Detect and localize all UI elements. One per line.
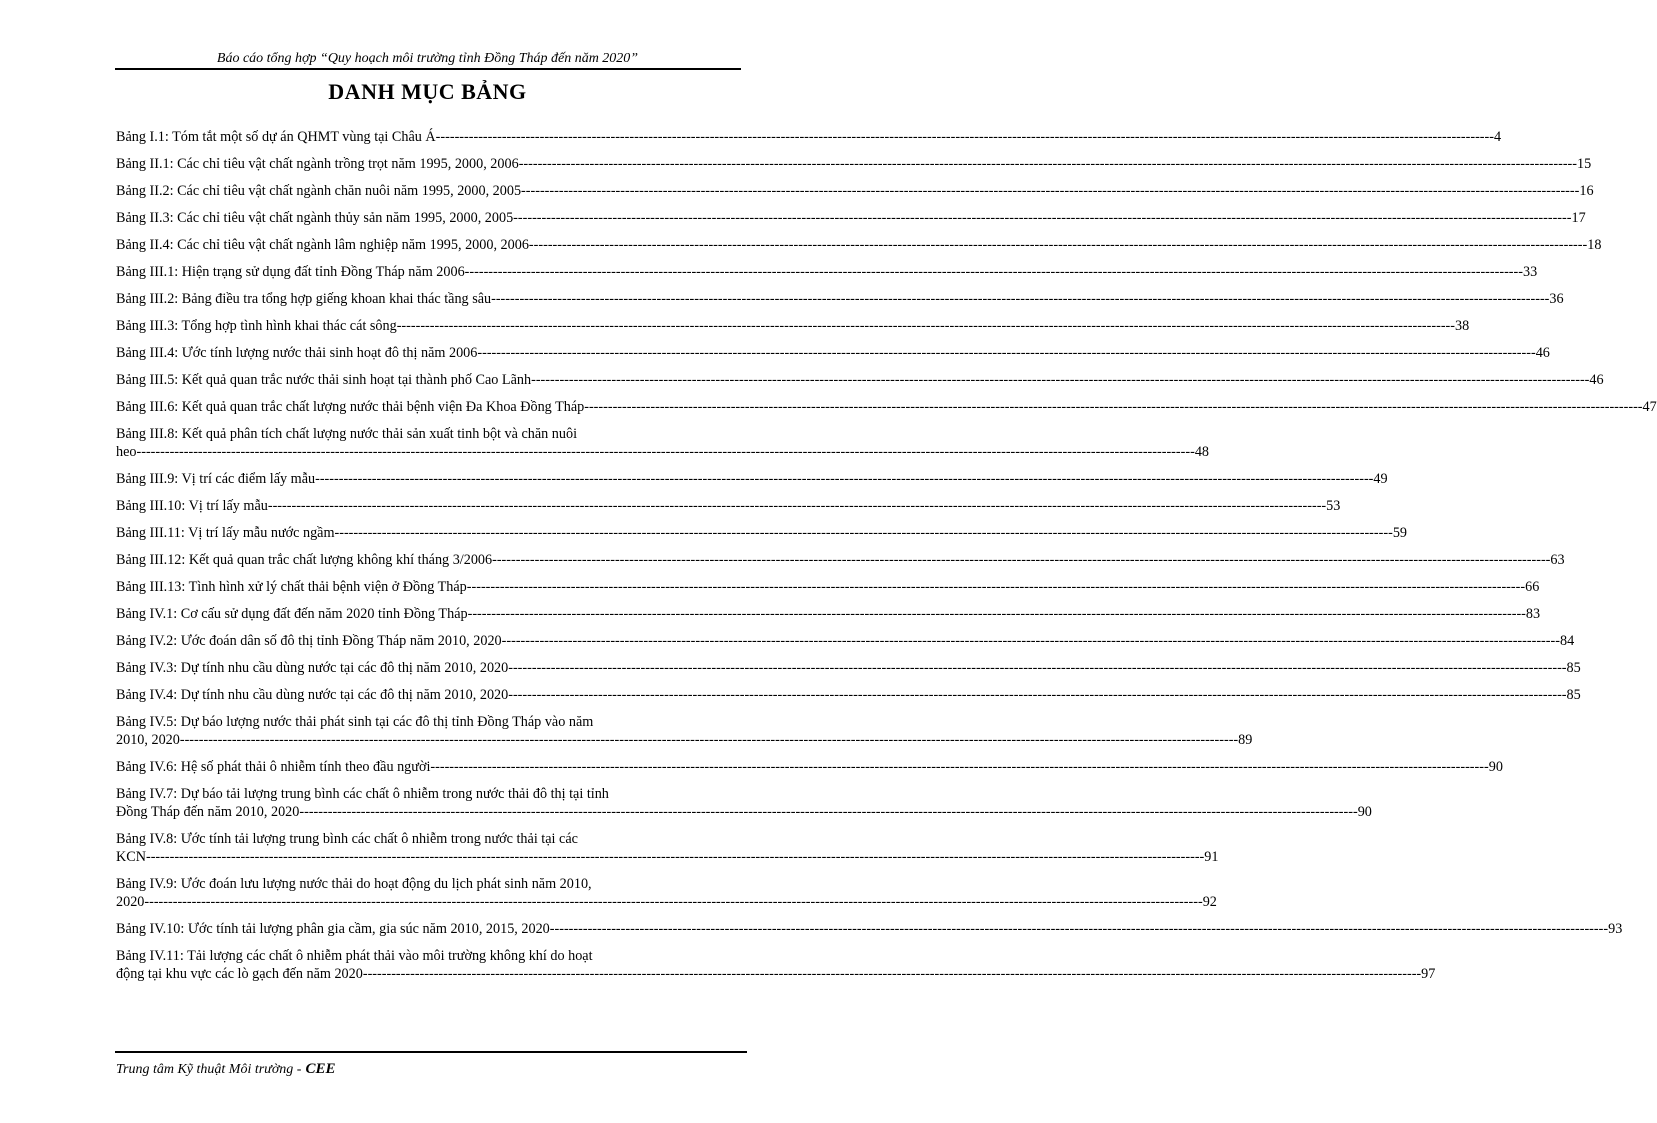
toc-entry-page: 46	[1535, 345, 1550, 361]
toc-entry-text: KCN	[116, 849, 146, 865]
toc-entry-page: 85	[1566, 660, 1581, 676]
dot-leader	[508, 686, 1566, 704]
toc-entry	[116, 470, 1388, 488]
toc-entry	[116, 497, 1341, 515]
toc-entry-text-line1: Bảng IV.5: Dự báo lượng nước thải phát sinh tại các đô thị tỉnh Đồng Tháp vào năm	[116, 714, 594, 730]
toc-entry-page: 93	[1608, 921, 1623, 937]
dot-leader	[436, 128, 1494, 146]
dot-leader	[502, 632, 1560, 650]
toc-entry-page: 92	[1202, 894, 1217, 910]
toc-entry-page: 33	[1522, 264, 1538, 280]
toc-entry-page: 16	[1579, 183, 1594, 199]
toc-entry-page: 46	[1589, 372, 1604, 388]
toc-entry-page: 38	[1455, 318, 1470, 334]
page-title: DANH MỤC BẢNG	[328, 79, 527, 104]
toc-entry-page: 53	[1326, 498, 1341, 514]
toc-entry	[116, 263, 1538, 281]
toc-entry	[116, 578, 1540, 596]
toc-entry	[116, 209, 1586, 227]
toc-entry-text: Bảng II.2: Các chỉ tiêu vật chất ngành chăn nuôi năm 1995, 2000, 2005	[116, 183, 522, 199]
toc-entry-text: Bảng IV.2: Ước đoán dân số đô thị tỉnh Đồng Tháp năm 2010, 2020	[116, 633, 502, 649]
toc-entry-page: 59	[1392, 525, 1407, 541]
dot-leader	[146, 848, 1204, 866]
toc-entry	[116, 830, 1219, 866]
dot-leader	[468, 605, 1526, 623]
toc-entry-page: 18	[1587, 237, 1602, 253]
toc-entry-text: Bảng III.10: Vị trí lấy mẫu	[116, 498, 268, 514]
toc-entry	[116, 344, 1550, 362]
footer-text: Trung tâm Kỹ thuật Môi trường -	[116, 1062, 302, 1077]
toc-entry-page: 48	[1194, 444, 1209, 460]
dot-leader	[137, 443, 1195, 461]
toc-entry-text: heo	[116, 444, 137, 460]
toc-entry-page: 91	[1204, 849, 1219, 865]
toc-entry-page: 89	[1238, 732, 1253, 748]
toc-entry-text: Bảng III.6: Kết quả quan trắc chất lượng nước thải bệnh viện Đa Khoa Đồng Tháp	[116, 399, 585, 415]
toc-entry	[116, 758, 1503, 776]
toc-entry-text-line1: Bảng IV.9: Ước đoán lưu lượng nước thải do hoạt động du lịch phát sinh năm 2010,	[116, 876, 592, 892]
toc-entry	[116, 155, 1592, 173]
toc-entry-page: 66	[1525, 579, 1540, 595]
toc-entry-text-line1: Bảng IV.7: Dự báo tải lượng trung bình các chất ô nhiễm trong nước thải đô thị tại tỉnh	[116, 786, 609, 802]
toc-entry-text-line1: Bảng IV.8: Ước tính tải lượng trung bình các chất ô nhiễm trong nước thải tại các	[116, 831, 578, 847]
toc-entry	[116, 686, 1581, 704]
toc-entry-page: 85	[1566, 687, 1581, 703]
dot-leader	[521, 182, 1579, 200]
toc-entry-text: Bảng III.1: Hiện trạng sử dụng đất tỉnh Đồng Tháp năm 2006	[116, 264, 465, 280]
toc-entry-page: 90	[1357, 804, 1372, 820]
toc-entry	[116, 659, 1581, 677]
toc-entry-text: Bảng II.4: Các chỉ tiêu vật chất ngành lâm nghiệp năm 1995, 2000, 2006	[116, 237, 529, 253]
toc-entry-text: Bảng III.9: Vị trí các điểm lấy mẫu	[116, 471, 316, 487]
dot-leader	[529, 236, 1587, 254]
running-header: Báo cáo tổng hợp “Quy hoạch môi trường tỉnh Đồng Tháp đến năm 2020”	[216, 51, 639, 66]
dot-leader	[550, 920, 1608, 938]
toc-entry	[116, 785, 1372, 821]
toc-entry	[116, 128, 1502, 146]
dot-leader	[363, 965, 1421, 983]
toc-entry	[116, 947, 1436, 983]
toc-entry-text: Bảng IV.3: Dự tính nhu cầu dùng nước tại các đô thị năm 2010, 2020	[116, 660, 509, 676]
footer-rule	[115, 1051, 747, 1053]
toc-entry-page: 36	[1549, 291, 1564, 307]
toc-entry-text: Bảng III.13: Tình hình xử lý chất thải bệnh viện ở Đồng Tháp	[116, 579, 467, 595]
toc-entry-page: 83	[1525, 606, 1541, 622]
toc-entry	[116, 632, 1575, 650]
dot-leader	[180, 731, 1238, 749]
toc-entry-page: 17	[1571, 210, 1586, 226]
toc-entry	[116, 524, 1407, 542]
toc-entry-text: Bảng III.11: Vị trí lấy mẫu nước ngầm	[116, 525, 335, 541]
toc-entry-page: 97	[1421, 966, 1436, 982]
dot-leader	[430, 758, 1488, 776]
toc-entry	[116, 398, 1657, 416]
toc-entry-text: Đồng Tháp đến năm 2010, 2020	[116, 804, 300, 820]
dot-leader	[467, 578, 1525, 596]
toc-entry-text: Bảng IV.1: Cơ cấu sử dụng đất đến năm 2020 tỉnh Đồng Tháp	[116, 606, 468, 622]
toc-entry-page: 4	[1493, 129, 1502, 145]
toc-entry-text: Bảng IV.10: Ước tính tải lượng phân gia cầm, gia súc năm 2010, 2015, 2020	[116, 921, 550, 937]
dot-leader	[492, 551, 1550, 569]
toc-entry-text-line1: Bảng IV.11: Tải lượng các chất ô nhiễm phát thải vào môi trường không khí do hoạt	[116, 948, 593, 964]
toc-entry-text: Bảng III.5: Kết quả quan trắc nước thải sinh hoạt tại thành phố Cao Lãnh	[116, 372, 532, 388]
toc-entry	[116, 236, 1602, 254]
toc-entry-text: Bảng II.1: Các chỉ tiêu vật chất ngành trồng trọt năm 1995, 2000, 2006	[116, 156, 519, 172]
toc-entry	[116, 371, 1604, 389]
toc-entry-page: 90	[1488, 759, 1503, 775]
toc-entry	[116, 317, 1470, 335]
dot-leader	[519, 155, 1577, 173]
table-list	[116, 128, 1657, 992]
toc-entry-text: động tại khu vực các lò gạch đến năm 2020	[116, 966, 363, 982]
dot-leader	[465, 263, 1523, 281]
dot-leader	[268, 497, 1326, 515]
toc-entry-page: 49	[1373, 471, 1388, 487]
toc-entry	[116, 551, 1565, 569]
toc-entry	[116, 875, 1217, 911]
toc-entry	[116, 713, 1253, 749]
toc-entry-text: Bảng III.3: Tổng hợp tình hình khai thác cát sông	[116, 318, 397, 334]
toc-entry	[116, 182, 1594, 200]
toc-entry-text: 2010, 2020	[116, 732, 180, 748]
toc-entry-text: Bảng I.1: Tóm tắt một số dự án QHMT vùng tại Châu Á	[116, 129, 436, 145]
header-rule	[115, 68, 741, 70]
toc-entry-text: Bảng IV.4: Dự tính nhu cầu dùng nước tại các đô thị năm 2010, 2020	[116, 687, 509, 703]
dot-leader	[397, 317, 1455, 335]
dot-leader	[144, 893, 1202, 911]
toc-entry	[116, 920, 1623, 938]
dot-leader	[315, 470, 1373, 488]
toc-entry-text-line1: Bảng III.8: Kết quả phân tích chất lượng nước thải sản xuất tinh bột và chăn nuôi	[116, 426, 578, 442]
dot-leader	[508, 659, 1566, 677]
dot-leader	[531, 371, 1589, 389]
toc-entry-text: Bảng IV.6: Hệ số phát thải ô nhiễm tính theo đầu người	[116, 759, 431, 775]
toc-entry	[116, 290, 1564, 308]
toc-entry-text: Bảng III.4: Ước tính lượng nước thải sinh hoạt đô thị năm 2006	[116, 345, 478, 361]
toc-entry-text: Bảng II.3: Các chỉ tiêu vật chất ngành thủy sản năm 1995, 2000, 2005	[116, 210, 514, 226]
toc-entry	[116, 605, 1541, 623]
dot-leader	[335, 524, 1393, 542]
dot-leader	[299, 803, 1357, 821]
toc-entry	[116, 425, 1209, 461]
dot-leader	[477, 344, 1535, 362]
toc-entry-page: 47	[1642, 399, 1657, 415]
toc-entry-page: 63	[1550, 552, 1565, 568]
toc-entry-text: Bảng III.12: Kết quả quan trắc chất lượng không khí tháng 3/2006	[116, 552, 493, 568]
toc-entry-page: 15	[1577, 156, 1592, 172]
footer-brand: CEE	[305, 1061, 336, 1077]
dot-leader	[513, 209, 1571, 227]
toc-entry-text: 2020	[116, 894, 145, 910]
toc-entry-page: 84	[1559, 633, 1575, 649]
footer	[116, 1060, 335, 1079]
toc-entry-text: Bảng III.2: Bảng điều tra tổng hợp giếng khoan khai thác tầng sâu	[116, 291, 492, 307]
dot-leader	[491, 290, 1549, 308]
dot-leader	[584, 398, 1642, 416]
